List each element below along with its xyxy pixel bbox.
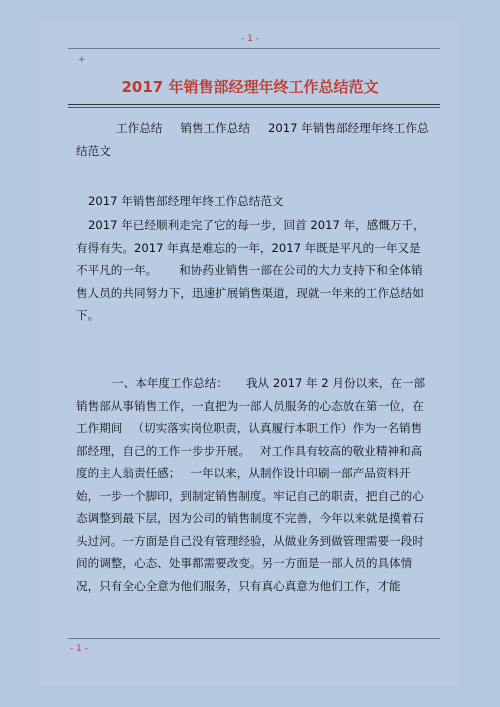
- intro-paragraph: [76, 214, 432, 327]
- body-sentence-4: 一年以来，从制作设计印刷一部产品资料开始，一步一个脚印，到制定销售制度。牢记自己的职责，把自己的心态调整到最下层，因为公司的销售制度不完善，今年以来就是摸着石头过河。一方面是自己没有管理经验，从做业务到做管理需要一段时间的调整，心态、处事都需要改变。另一方面是一部人员的具体情况，只有全心全意为他们服务，只有真心真意为他们工作，才能: [76, 466, 424, 593]
- tag-work-summary: 工作总结: [116, 121, 163, 135]
- section-one-paragraph: [76, 372, 432, 597]
- body-sentence-1: 我从 2017 年 2 月份以来，在一部销售部从事销售工作，一直把为一部人员服务的心态放在第一位，在工作期间: [76, 376, 426, 435]
- document-title: 2017 年销售部经理年终工作总结范文: [121, 78, 379, 96]
- body-sentence-3: 对工作具有较高的敬业精神和高度的主人翁责任感；: [76, 443, 423, 480]
- title-divider: [68, 104, 440, 105]
- article-subtitle: 2017 年销售部经理年终工作总结范文: [88, 194, 284, 208]
- plus-icon: +: [78, 55, 86, 65]
- keyword-tags: [76, 117, 432, 162]
- body-sentence-2: （切实落实岗位职责，认真履行本职工作）作为一名销售部经理，自己的工作一步步开展。: [76, 421, 423, 458]
- header-divider: [68, 48, 440, 49]
- intro-sentence-1: 2017 年已经顺利走完了它的每一步，回首 2017 年，感慨万千，有得有失。2017 年真是难忘的一年，2017 年既是平凡的一年又是不平凡的一年。: [76, 218, 425, 277]
- page-number-top: - 1 -: [241, 34, 259, 44]
- document-page: [40, 20, 460, 687]
- tag-full-title: 2017 年销售部经理年终工作总结范文: [76, 121, 429, 158]
- tag-sales-summary: 销售工作总结: [180, 121, 250, 135]
- section-heading: 一、本年度工作总结：: [112, 376, 228, 390]
- intro-sentence-2: 和协药业销售一部在公司的大力支持下和全体销售人员的共同努力下，迅速扩展销售渠道，现就一年来的工作总结如下。: [76, 263, 424, 322]
- page-number-bottom: - 1 -: [70, 644, 88, 654]
- footer-divider: [68, 638, 440, 639]
- title-divider-thin: [68, 107, 440, 108]
